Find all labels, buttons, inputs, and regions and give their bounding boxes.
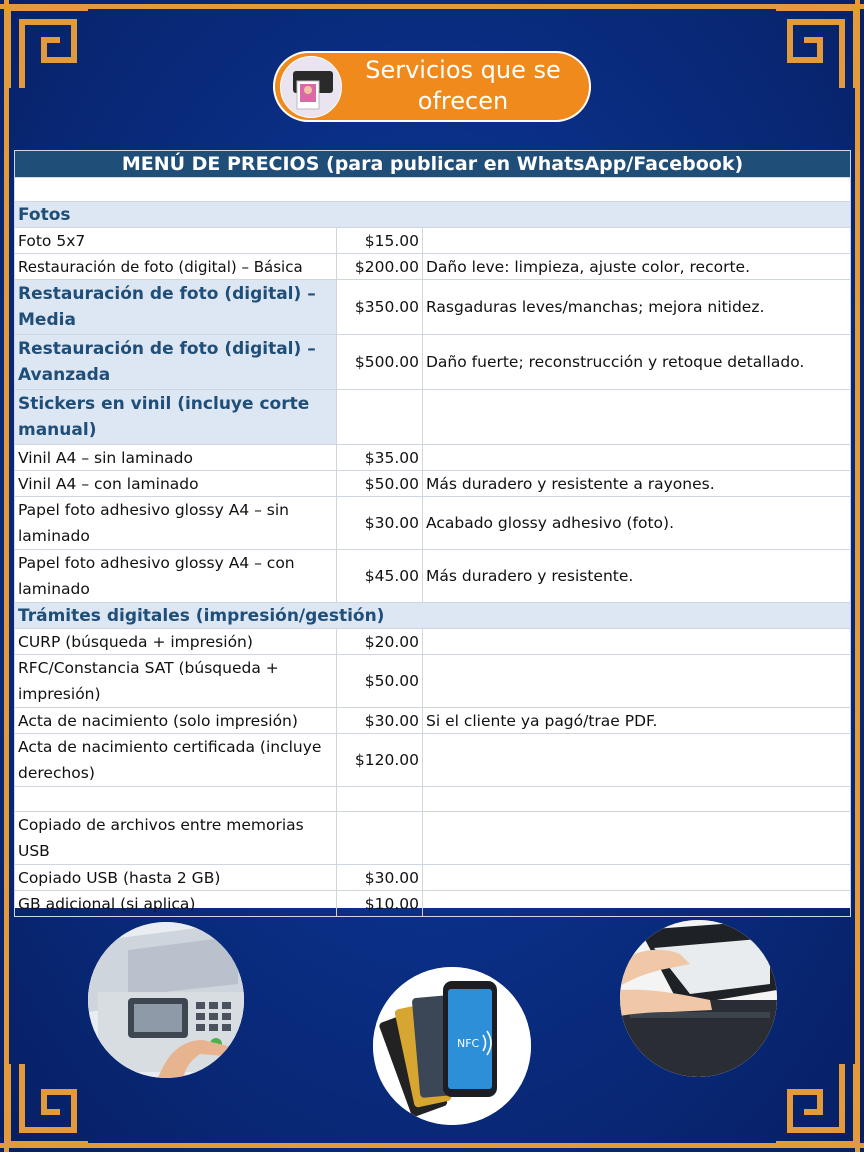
scanner-lid-photo <box>620 920 777 1077</box>
service-cell: Foto 5x7 <box>15 228 337 254</box>
title-badge <box>273 51 591 122</box>
note-cell <box>423 629 851 655</box>
table-row <box>15 655 851 708</box>
price-cell: $500.00 <box>337 335 423 390</box>
table-row <box>15 335 851 390</box>
note-cell <box>423 865 851 891</box>
price-cell <box>337 812 423 865</box>
service-cell: Copiado USB (hasta 2 GB) <box>15 865 337 891</box>
service-cell: Papel foto adhesivo glossy A4 – sin laminado <box>15 497 337 550</box>
price-cell <box>337 390 423 445</box>
corner-ornament-icon <box>4 1060 92 1148</box>
table-row <box>15 812 851 865</box>
corner-ornament-icon <box>772 1060 860 1148</box>
price-cell: $45.00 <box>337 550 423 603</box>
price-cell: $50.00 <box>337 655 423 708</box>
note-cell <box>423 734 851 787</box>
price-cell: $35.00 <box>337 445 423 471</box>
price-cell: $30.00 <box>337 708 423 734</box>
corner-ornament-icon <box>4 4 92 92</box>
table-row <box>15 734 851 787</box>
note-cell: Rasgaduras leves/manchas; mejora nitidez. <box>423 280 851 335</box>
note-cell: Si el cliente ya pagó/trae PDF. <box>423 708 851 734</box>
table-row <box>15 390 851 445</box>
table-row <box>15 708 851 734</box>
service-cell: Papel foto adhesivo glossy A4 – con laminado <box>15 550 337 603</box>
price-cell: $120.00 <box>337 734 423 787</box>
service-cell: CURP (búsqueda + impresión) <box>15 629 337 655</box>
table-row <box>15 280 851 335</box>
corner-ornament-icon <box>772 4 860 92</box>
page-title: Servicios que se ofrecen <box>365 56 561 115</box>
note-cell <box>423 228 851 254</box>
service-cell: Vinil A4 – con laminado <box>15 471 337 497</box>
note-cell <box>423 891 851 917</box>
note-cell <box>423 390 851 445</box>
note-cell: Más duradero y resistente. <box>423 550 851 603</box>
table-row <box>15 497 851 550</box>
price-cell: $10.00 <box>337 891 423 917</box>
service-cell: Vinil A4 – sin laminado <box>15 445 337 471</box>
price-cell: $200.00 <box>337 254 423 280</box>
blank-row <box>15 787 851 812</box>
photo-printer-icon <box>280 56 342 118</box>
price-table <box>14 150 851 917</box>
section-fotos: Fotos <box>15 202 851 228</box>
section-tramites: Trámites digitales (impresión/gestión) <box>15 603 851 629</box>
service-cell: Acta de nacimiento (solo impresión) <box>15 708 337 734</box>
table-row <box>15 254 851 280</box>
price-cell: $30.00 <box>337 497 423 550</box>
service-cell: GB adicional (si aplica) <box>15 891 337 917</box>
service-cell: Restauración de foto (digital) – Básica <box>15 254 337 280</box>
note-cell: Daño leve: limpieza, ajuste color, recorte. <box>423 254 851 280</box>
nfc-phone-cards-photo <box>373 967 531 1125</box>
copier-control-panel-photo <box>88 922 244 1078</box>
service-cell: RFC/Constancia SAT (búsqueda + impresión) <box>15 655 337 708</box>
table-header: MENÚ DE PRECIOS (para publicar en WhatsApp/Facebook) <box>15 151 851 178</box>
blank-row <box>15 178 851 202</box>
nfc-label: NFC <box>457 1037 480 1050</box>
service-cell: Copiado de archivos entre memorias USB <box>15 812 337 865</box>
table-row <box>15 891 851 917</box>
price-cell: $350.00 <box>337 280 423 335</box>
price-cell: $50.00 <box>337 471 423 497</box>
service-cell: Acta de nacimiento certificada (incluye derechos) <box>15 734 337 787</box>
note-cell: Daño fuerte; reconstrucción y retoque detallado. <box>423 335 851 390</box>
table-row <box>15 629 851 655</box>
table-row <box>15 865 851 891</box>
note-cell: Acabado glossy adhesivo (foto). <box>423 497 851 550</box>
table-row <box>15 445 851 471</box>
note-cell <box>423 655 851 708</box>
note-cell <box>423 445 851 471</box>
service-cell: Stickers en vinil (incluye corte manual) <box>15 390 337 445</box>
table-row <box>15 228 851 254</box>
price-cell: $20.00 <box>337 629 423 655</box>
note-cell <box>423 812 851 865</box>
price-sheet <box>14 150 850 913</box>
table-row <box>15 471 851 497</box>
table-row <box>15 550 851 603</box>
price-cell: $30.00 <box>337 865 423 891</box>
price-cell: $15.00 <box>337 228 423 254</box>
service-cell: Restauración de foto (digital) – Avanzada <box>15 335 337 390</box>
service-cell: Restauración de foto (digital) – Media <box>15 280 337 335</box>
note-cell: Más duradero y resistente a rayones. <box>423 471 851 497</box>
